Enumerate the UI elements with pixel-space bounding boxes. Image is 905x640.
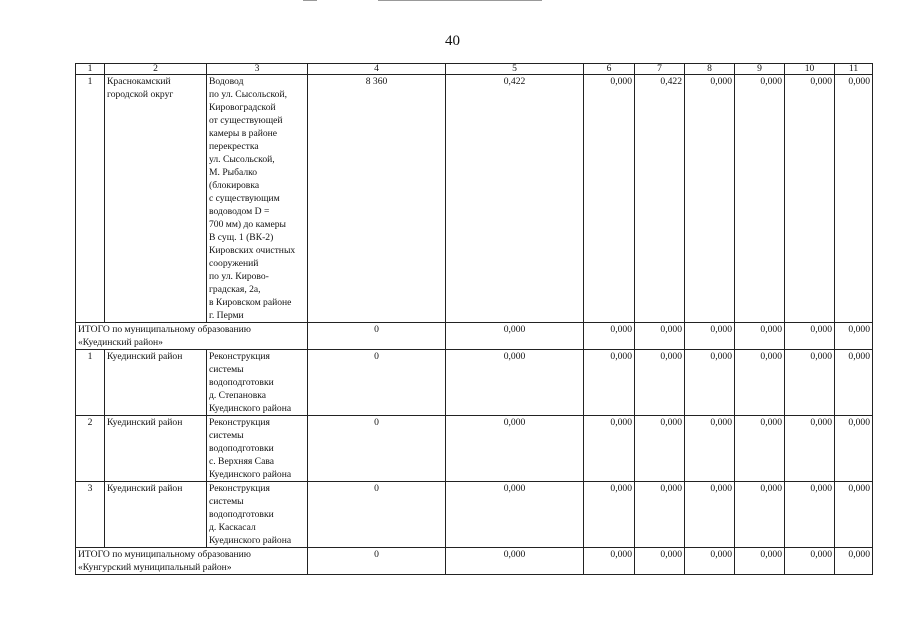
- column-header-row: [76, 64, 873, 75]
- table-row: [76, 482, 873, 548]
- value-cell: 0: [308, 350, 446, 416]
- value-cell: 0,000: [835, 482, 873, 548]
- top-rule-left: [303, 0, 317, 1]
- value-cell: 0,000: [635, 350, 685, 416]
- value-cell: 0,000: [735, 75, 785, 323]
- value-cell: 0,000: [835, 350, 873, 416]
- value-cell: 0,000: [785, 416, 835, 482]
- value-cell: 0,000: [835, 416, 873, 482]
- column-header: 10: [785, 64, 835, 75]
- value-cell: 0,000: [584, 416, 635, 482]
- column-header: 4: [308, 64, 446, 75]
- row-number: 1: [76, 75, 105, 323]
- value-cell: 0,000: [835, 548, 873, 575]
- value-cell: 8 360: [308, 75, 446, 323]
- data-table: [75, 63, 873, 575]
- total-label: ИТОГО по муниципальному образованию «Кунгурский муниципальный район»: [76, 548, 308, 575]
- value-cell: 0,000: [446, 350, 584, 416]
- value-cell: 0,000: [735, 548, 785, 575]
- value-cell: 0,000: [584, 548, 635, 575]
- value-cell: 0,000: [735, 482, 785, 548]
- value-cell: 0,000: [785, 548, 835, 575]
- table-row: [76, 416, 873, 482]
- column-header: 5: [446, 64, 584, 75]
- value-cell: 0: [308, 482, 446, 548]
- object-description-cell: Реконструкция системы водоподготовки с. Верхняя Сава Куединского района: [207, 416, 308, 482]
- value-cell: 0,422: [635, 75, 685, 323]
- value-cell: 0,000: [584, 482, 635, 548]
- top-rule-right: [378, 0, 542, 1]
- value-cell: 0,000: [446, 482, 584, 548]
- value-cell: 0,000: [685, 323, 735, 350]
- municipality-cell: Краснокамский городской округ: [105, 75, 207, 323]
- value-cell: 0,000: [735, 416, 785, 482]
- row-number: 2: [76, 416, 105, 482]
- value-cell: 0,000: [584, 323, 635, 350]
- page-number: 40: [445, 33, 460, 49]
- row-number: 1: [76, 350, 105, 416]
- value-cell: 0,000: [446, 416, 584, 482]
- value-cell: 0,000: [635, 416, 685, 482]
- value-cell: 0: [308, 416, 446, 482]
- value-cell: 0,000: [584, 350, 635, 416]
- row-number: 3: [76, 482, 105, 548]
- object-description-cell: Водовод по ул. Сысольской, Кировоградской от существующей камеры в районе перекрестка ул. Сысольской, М. Рыбалко (блокировка с существующим водоводом D = 700 мм) до камеры В сущ. 1 (ВК-2) Кировских очистных сооружений по ул. Кирово- градская, 2а, в Кировском районе г. Перми: [207, 75, 308, 323]
- value-cell: 0,000: [635, 323, 685, 350]
- municipality-cell: Куединский район: [105, 482, 207, 548]
- municipality-cell: Куединский район: [105, 416, 207, 482]
- value-cell: 0,000: [835, 323, 873, 350]
- value-cell: 0,000: [635, 548, 685, 575]
- value-cell: 0,000: [685, 482, 735, 548]
- value-cell: 0,000: [685, 548, 735, 575]
- value-cell: 0,000: [785, 482, 835, 548]
- value-cell: 0,000: [685, 416, 735, 482]
- value-cell: 0,000: [785, 350, 835, 416]
- value-cell: 0,000: [685, 350, 735, 416]
- object-description-cell: Реконструкция системы водоподготовки д. Степановка Куединского района: [207, 350, 308, 416]
- value-cell: 0,000: [685, 75, 735, 323]
- column-header: 2: [105, 64, 207, 75]
- value-cell: 0,000: [735, 323, 785, 350]
- column-header: 8: [685, 64, 735, 75]
- column-header: 9: [735, 64, 785, 75]
- value-cell: 0: [308, 548, 446, 575]
- total-row: [76, 548, 873, 575]
- value-cell: 0,000: [446, 548, 584, 575]
- municipality-cell: Куединский район: [105, 350, 207, 416]
- value-cell: 0,000: [735, 350, 785, 416]
- value-cell: 0,000: [446, 323, 584, 350]
- column-header: 11: [835, 64, 873, 75]
- column-header: 7: [635, 64, 685, 75]
- column-header: 6: [584, 64, 635, 75]
- value-cell: 0,000: [584, 75, 635, 323]
- table-row: [76, 350, 873, 416]
- value-cell: 0,000: [785, 323, 835, 350]
- column-header: 3: [207, 64, 308, 75]
- value-cell: 0: [308, 323, 446, 350]
- value-cell: 0,000: [635, 482, 685, 548]
- column-header: 1: [76, 64, 105, 75]
- total-label: ИТОГО по муниципальному образованию «Куединский район»: [76, 323, 308, 350]
- value-cell: 0,422: [446, 75, 584, 323]
- table-row: [76, 75, 873, 323]
- value-cell: 0,000: [785, 75, 835, 323]
- value-cell: 0,000: [835, 75, 873, 323]
- total-row: [76, 323, 873, 350]
- object-description-cell: Реконструкция системы водоподготовки д. Каскасал Куединского района: [207, 482, 308, 548]
